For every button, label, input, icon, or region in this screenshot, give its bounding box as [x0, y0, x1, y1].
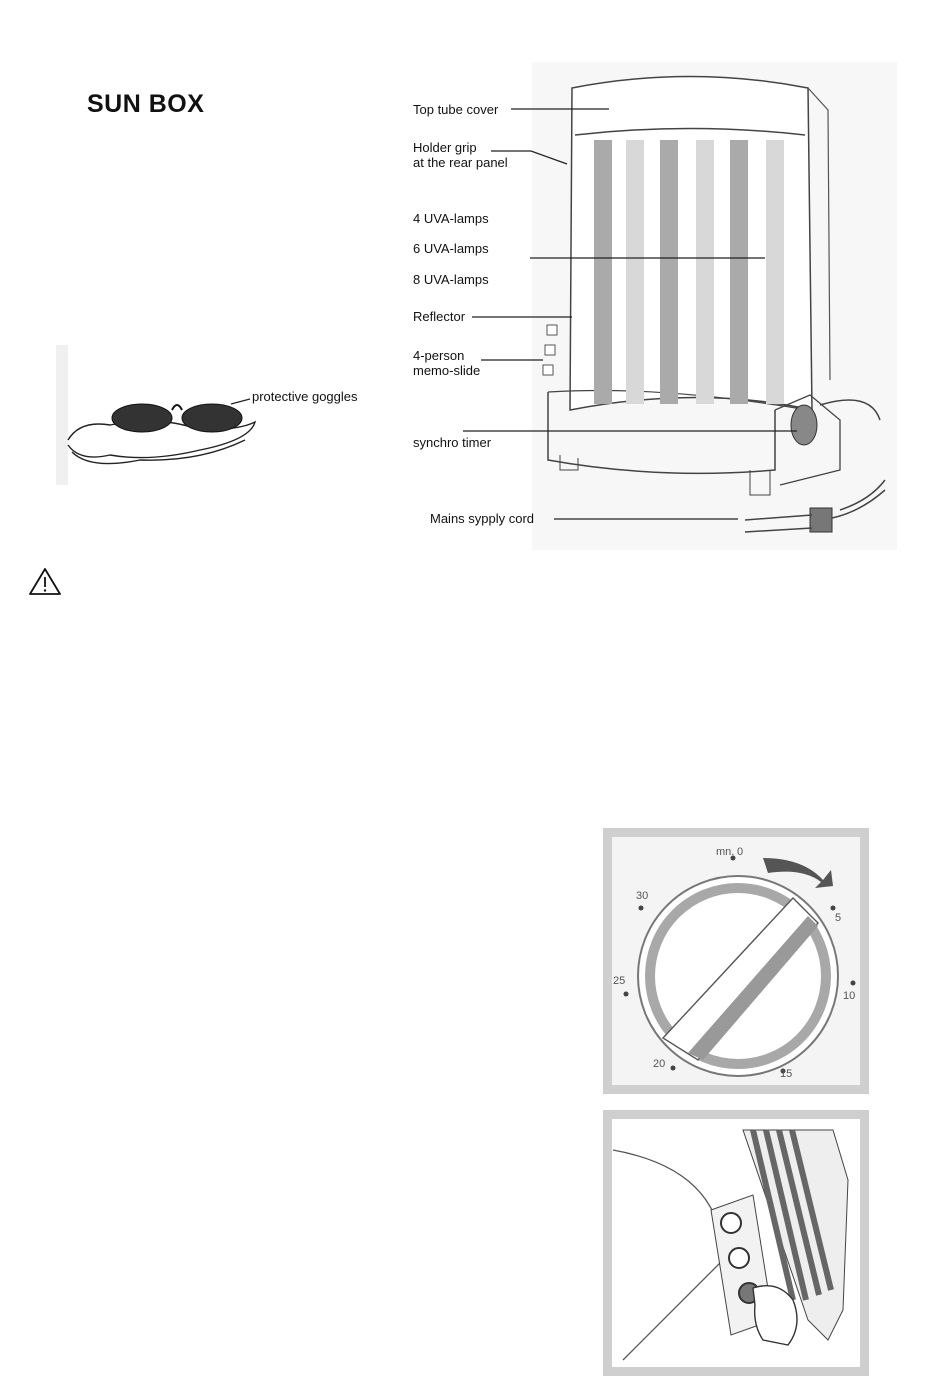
label-reflector: Reflector	[413, 309, 466, 324]
dial-tick-10: 10	[843, 990, 856, 1002]
dial-tick-20: 20	[653, 1058, 666, 1070]
dial-unit-label: mn.	[716, 846, 735, 858]
label-synchro-timer: synchro timer	[413, 435, 492, 450]
page-title: SUN BOX	[87, 90, 205, 118]
label-memo-slide: 4-person	[413, 348, 465, 363]
label-top-tube-cover: Top tube cover	[413, 102, 499, 117]
dial-tick-0: 0	[737, 846, 744, 858]
label-mains-cord: Mains sypply cord	[430, 511, 535, 526]
label-uva-4: 4 UVA-lamps	[413, 211, 489, 226]
dial-tick-15: 15	[780, 1068, 793, 1080]
dial-tick-5: 5	[835, 912, 842, 924]
label-uva-8: 8 UVA-lamps	[413, 272, 489, 287]
label-holder-grip: Holder grip	[413, 140, 477, 155]
label-memo-slide-2: memo-slide	[413, 363, 481, 378]
dial-tick-30: 30	[636, 890, 649, 902]
memo-slide-panel	[603, 1110, 869, 1376]
timer-dial-panel	[603, 828, 869, 1094]
label-goggles: protective goggles	[252, 389, 358, 404]
label-uva-6: 6 UVA-lamps	[413, 241, 489, 256]
dial-tick-25: 25	[613, 975, 626, 987]
label-holder-grip-2: at the rear panel	[413, 155, 508, 170]
